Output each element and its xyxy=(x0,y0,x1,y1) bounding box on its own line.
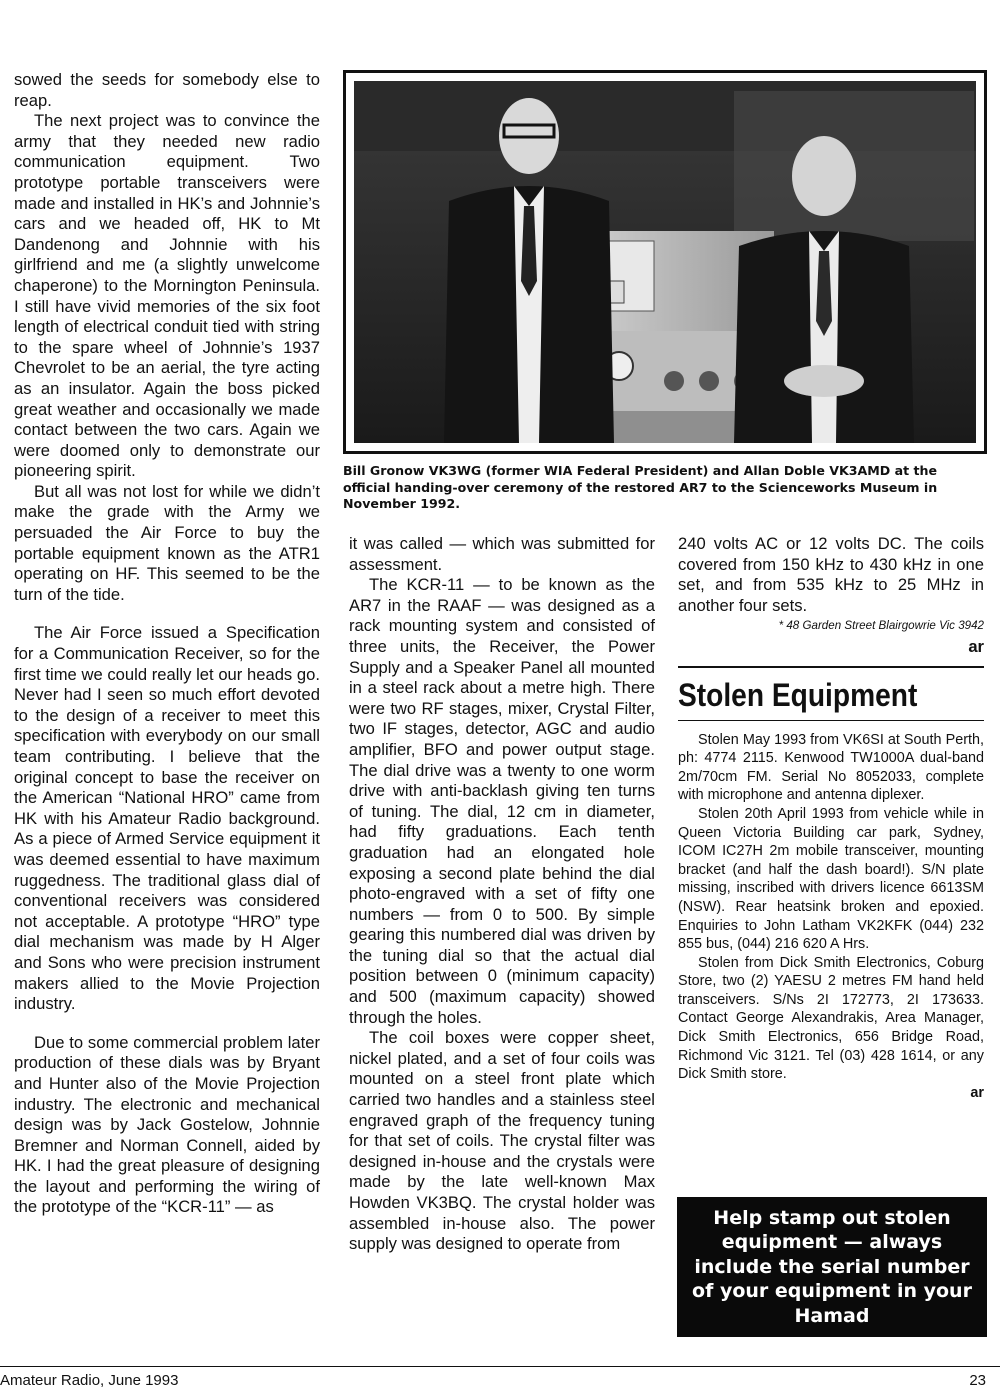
paragraph: 240 volts AC or 12 volts DC. The coils covered from 150 kHz to 430 kHz in one set, and from 535 kHz to 25 MHz in another four sets. xyxy=(678,534,984,615)
callout-text: Help stamp out stolen equipment — always include the serial number of your equipment in your Hamad xyxy=(692,1206,972,1327)
paragraph: sowed the seeds for somebody else to reap. xyxy=(14,70,320,110)
paragraph: But all was not lost for while we didn’t make the grade with the Army we persuaded the Air Force to buy the portable equipment known as the ATR1 operating on HF. This seemed to be the turn of the tide. xyxy=(14,481,320,604)
page-number: 23 xyxy=(969,1372,986,1389)
end-mark: ar xyxy=(970,1084,984,1101)
paragraph: it was called — which was submitted for assessment. xyxy=(349,534,655,574)
stolen-notice: Stolen May 1993 from VK6SI at South Perth, ph: 4774 2115. Kenwood TW1000A dual-band 2m/70cm FM. Serial No 8052033, complete with microphone and antenna diplexer. xyxy=(678,731,984,804)
end-mark: ar xyxy=(968,636,984,656)
photo-illustration xyxy=(354,81,976,443)
stolen-notice: Stolen 20th April 1993 from vehicle while in Queen Victoria Building car park, Sydney, ICOM IC27H 2m mobile transceiver, mounting bracket (and half the dash board!). S/N plate missing, inscribed with drivers licence 6613SM (NSW). Rear heatsink broken and epoxied. Enquiries to John Latham VK2KFK (044) 232 855 bus, (044) 216 620 A Hrs. xyxy=(678,805,984,953)
paragraph: The Air Force issued a Specification for a Communication Receiver, so for the first time we could really let our heads go. Never had I seen so much effort devoted to the design of a receiver to meet this specification with everybody on our small team contributing. I believe that the original concept to base the receiver on the American “National HRO” came from HK with his Amateur Radio background. As a piece of Armed Service equipment it was deemed essential to have maximum ruggedness. The traditional glass dial of conventional receivers was considered not acceptable. A prototype “HRO” type dial mechanism was made by H Alger and Sons who were precision instrument makers allied to the Movie Projection industry. xyxy=(14,623,320,1014)
paragraph: The coil boxes were copper sheet, nickel plated, and a set of four coils was mounted on a steel front plate which carried two handles and a stainless steel engraved graph of the frequency tuning for that set of coils. The crystal filter was designed in-house and the crystals were made by the late well-known Max Howden VK3BQ. The crystal holder was assembled in-house also. The power supply was designed to operate from xyxy=(349,1028,655,1254)
section-rule xyxy=(678,666,984,668)
article-column-1 xyxy=(14,70,320,1218)
paragraph: The KCR-11 — to be known as the AR7 in the RAAF — was designed as a rack mounting system and consisted of three units, the Receiver, the Power Supply and a Speaker Panel all mounted in a steel rack about a metre high. There were two RF stages, mixer, Crystal Filter, two IF stages, detector, AGC and audio amplifier, BFO and power output stage. The dial drive was a twenty to one worm drive with anti-backlash giving ten turns of tuning. The dial, 12 cm in diameter, had fifty graduations. Each tenth graduation had an elongated hole exposing a second plate behind the dial photo-engraved with a set of fifty one numbers — from 0 to 500. By simple gearing this numbered dial was driven by the tuning dial so that the actual dial position between 0 (minimum capacity) and 500 (maximum capacity) showed through the holes. xyxy=(349,575,655,1027)
author-address: * 48 Garden Street Blairgowrie Vic 3942 xyxy=(778,619,984,633)
article-column-3 xyxy=(678,534,984,1102)
section-rule xyxy=(678,720,984,721)
stolen-notice: Stolen from Dick Smith Electronics, Coburg Store, two (2) YAESU 2 metres FM hand held transceivers. S/Ns 2I 172773, 2I 173633. Contact George Alexandrakis, Area Manager, Dick Smith Electronics, 656 Bridge Road, Richmond Vic 3121. Tel (03) 428 1614, or any Dick Smith store. xyxy=(678,954,984,1083)
stolen-equipment-notices xyxy=(678,731,984,1103)
photo-frame xyxy=(343,70,987,454)
photo-caption: Bill Gronow VK3WG (former WIA Federal President) and Allan Doble VK3AMD at the official handing-over ceremony of the restored AR7 to the Scienceworks Museum in November 1992. xyxy=(343,463,938,511)
footer-publication: Amateur Radio, June 1993 xyxy=(0,1372,179,1389)
ceremony-photo xyxy=(354,81,976,443)
article-column-2 xyxy=(349,534,655,1255)
footer-rule xyxy=(0,1366,1000,1367)
serial-number-callout xyxy=(677,1197,987,1337)
paragraph: Due to some commercial problem later production of these dials was by Bryant and Hunter also of the Movie Projection industry. The electronic and mechanical design was by Jack Gostelow, Johnnie Bremner and Norman Connell, aided by HK. I had the great pleasure of designing the layout and performing the wiring of the prototype of the “KCR-11” — as xyxy=(14,1032,320,1217)
paragraph: The next project was to convince the army that they needed new radio communication equipment. Two prototype portable transceivers were made and installed in HK’s and Johnnie’s cars and we headed off, HK to Mt Dandenong and Johnnie with his girlfriend and me (a slightly unwelcome chaperone) to the Mornington Peninsula. I still have vivid memories of the six foot length of electrical conduit tied with string to the spare wheel of Johnnie’s 1937 Chevrolet to be an aerial, the tyre acting as an insulator. Again the boss picked great weather and occasionally we made contact between the two cars. Again we were doomed only to demonstrate our pioneering spirit. xyxy=(14,111,320,481)
stolen-equipment-heading: Stolen Equipment xyxy=(678,676,918,713)
